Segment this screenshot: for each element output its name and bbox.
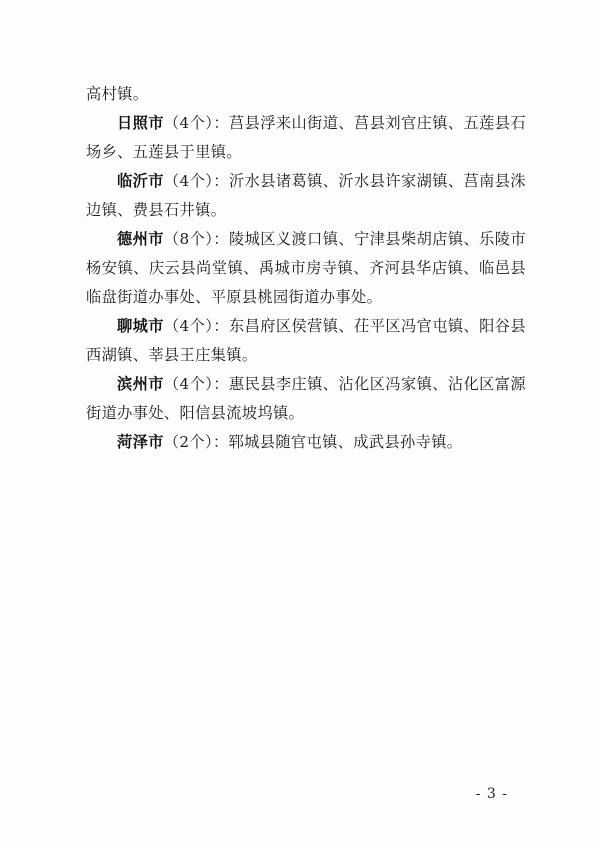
entry-rizhao [86, 109, 526, 167]
city-name-linyi: 临沂市 [117, 172, 164, 190]
entry-detail-liaocheng: （4个）：东昌府区侯营镇、茌平区冯官屯镇、阳谷县西湖镇、莘县王庄集镇。 [86, 317, 527, 364]
entry-dezhou [86, 225, 526, 312]
entry-liaocheng [86, 312, 526, 370]
entry-detail-heze: （2个）：郓城县随官屯镇、成武县孙寺镇。 [163, 433, 463, 451]
entry-detail-linyi: （4个）：沂水县诸葛镇、沂水县许家湖镇、莒南县洙边镇、费县石井镇。 [86, 172, 527, 219]
entry-detail-dezhou: （8个）：陵城区义渡口镇、宁津县柴胡店镇、乐陵市杨安镇、庆云县尚堂镇、禹城市房寺镇、齐河县华店镇、临邑县临盘街道办事处、平原县桃园街道办事处。 [86, 230, 527, 306]
entry-linyi [86, 167, 526, 225]
document-body [86, 80, 526, 457]
continuation-paragraph: 高村镇。 [86, 85, 149, 103]
city-name-binzhou: 滨州市 [117, 375, 164, 393]
page-number: - 3 - [475, 786, 508, 802]
city-name-dezhou: 德州市 [117, 230, 164, 248]
entry-binzhou [86, 370, 526, 428]
entry-heze [86, 428, 526, 457]
city-name-heze: 菏泽市 [117, 433, 164, 451]
city-name-liaocheng: 聊城市 [117, 317, 164, 335]
entry-detail-rizhao: （4个）：莒县浮来山街道、莒县刘官庄镇、五莲县石场乡、五莲县于里镇。 [86, 114, 527, 161]
entry-detail-binzhou: （4个）：惠民县李庄镇、沾化区冯家镇、沾化区富源街道办事处、阳信县流坡坞镇。 [86, 375, 527, 422]
city-name-rizhao: 日照市 [117, 114, 164, 132]
